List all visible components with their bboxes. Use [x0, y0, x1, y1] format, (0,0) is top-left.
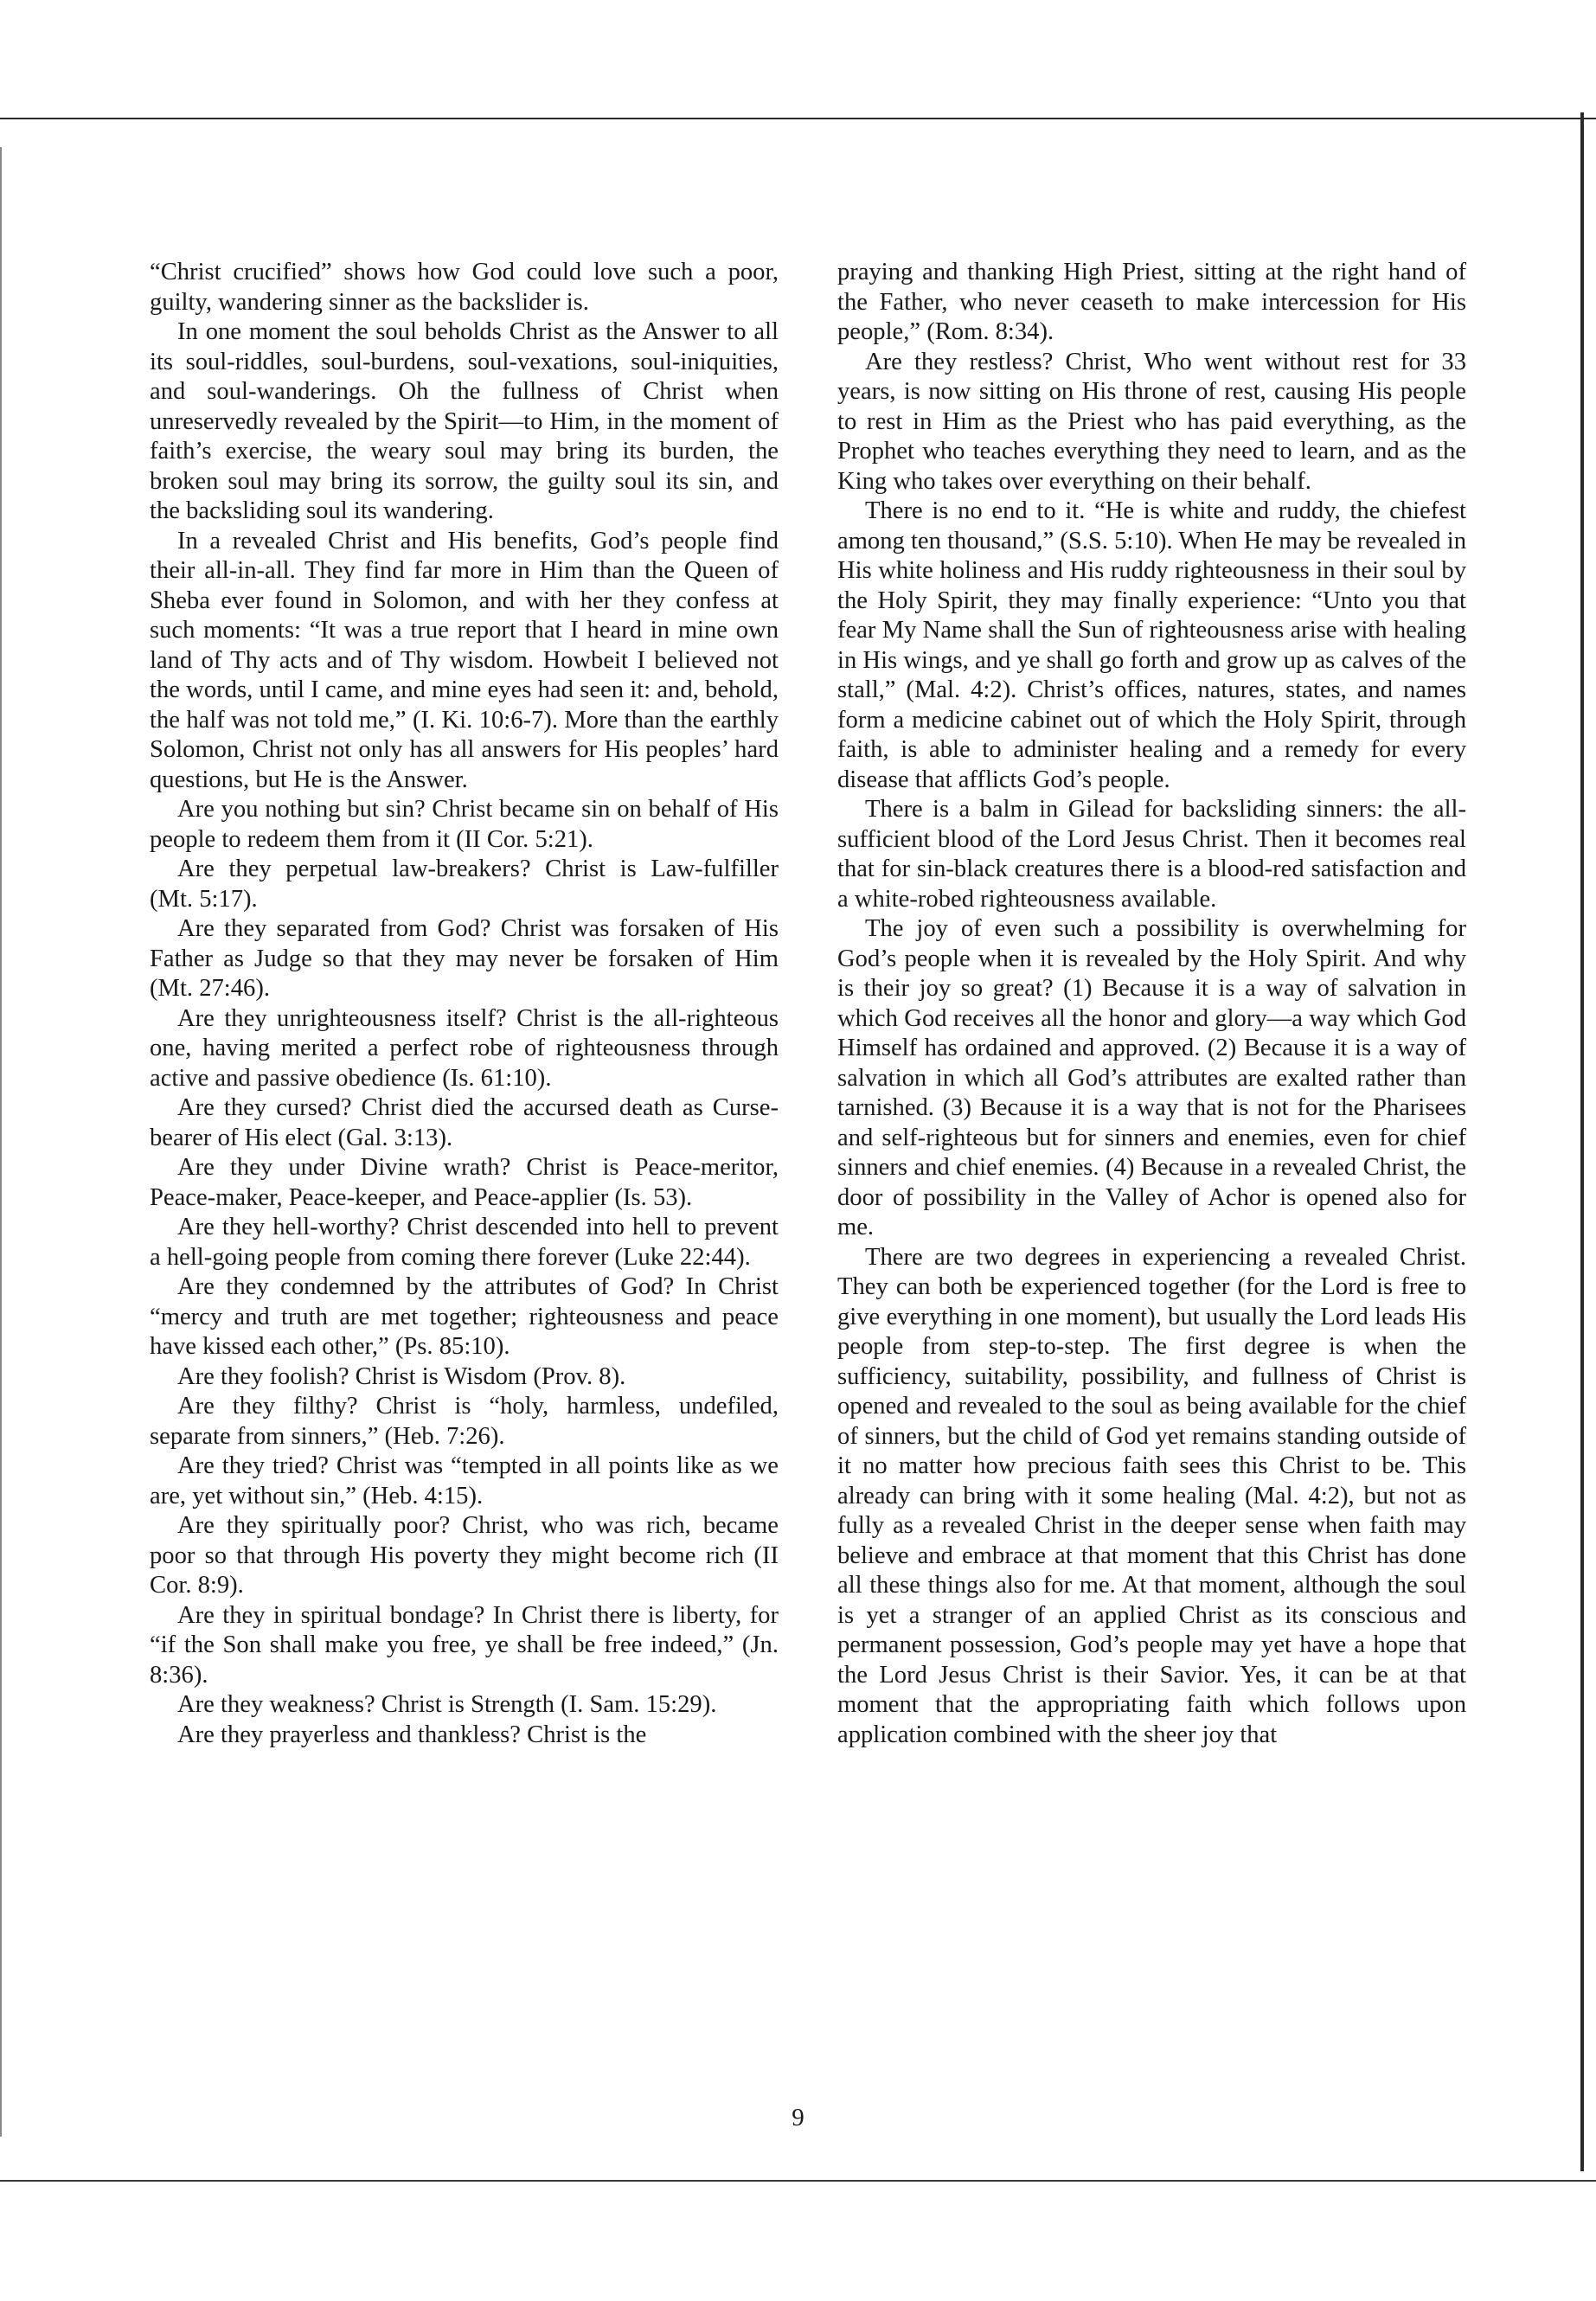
paragraph: praying and thanking High Priest, sitting at the right hand of the Father, who never ceaseth to make intercession for His people,” (Rom. 8:34). [837, 259, 1466, 345]
paragraph: In one moment the soul beholds Christ as the Answer to all its soul-riddles, soul-burdens, soul-vexations, soul-iniquities, and soul-wanderings. Oh the fullness of Christ when unreservedly revealed by the Spirit—to Him, in the moment of faith’s exercise, the weary soul may bring its burden, the broken soul may bring its sorrow, the guilty soul its sin, and the backsliding soul its wandering. [150, 318, 779, 524]
paragraph: In a revealed Christ and His benefits, God’s people find their all-in-all. They find far more in Him than the Queen of Sheba ever found in Solomon, and with her they confess at such moments: “It was a true report that I heard in mine own land of Thy acts and of Thy wisdom. Howbeit I believed not the words, until I came, and mine eyes had seen it: and, behold, the half was not told me,” (I. Ki. 10:6-7). More than the earthly Solomon, Christ not only has all answers for His peoples’ hard questions, but He is the Answer. [150, 527, 779, 793]
paragraph: There is a balm in Gilead for backsliding sinners: the all-sufficient blood of the Lord Jesus Christ. Then it becomes real that for sin-black creatures there is a blood-red satisfaction and a white-robed righteousness available. [837, 796, 1466, 913]
paragraph: Are they weakness? Christ is Strength (I. Sam. 15:29). [177, 1691, 717, 1718]
paragraph: There is no end to it. “He is white and ruddy, the chiefest among ten thousand,” (S.S. 5:10). When He may be revealed in His white holiness and His ruddy righteousness in their soul by the Holy Spirit, they may finally experience: “Unto you that fear My Name shall the Sun of righteousness arise with healing in His wings, and ye shall go forth and grow up as calves of the stall,” (Mal. 4:2). Christ’s offices, natures, states, and names form a medicine cabinet out of which the Holy Spirit, through faith, is able to administer healing and a remedy for every disease that afflicts God’s people. [837, 497, 1466, 793]
paragraph: Are they in spiritual bondage? In Christ there is liberty, for “if the Son shall make you free, ye shall be free indeed,” (Jn. 8:36). [150, 1601, 779, 1689]
paragraph: Are they filthy? Christ is “holy, harmless, undefiled, separate from sinners,” (Heb. 7:26). [150, 1393, 779, 1450]
paragraph: Are they hell-worthy? Christ descended into hell to prevent a hell-going people from coming there forever (Luke 22:44). [150, 1214, 779, 1271]
paragraph: Are they restless? Christ, Who went without rest for 33 years, is now sitting on His throne of rest, causing His people to rest in Him as the Priest who has paid everything, as the Prophet who teaches everything they need to learn, and as the King who takes over everything on their behalf. [837, 348, 1466, 495]
paragraph: Are they condemned by the attributes of God? In Christ “mercy and truth are met together; righteousness and peace have kissed each other,” (Ps. 85:10). [150, 1273, 779, 1360]
right-edge-rule [1580, 112, 1584, 2171]
paragraph: “Christ crucified” shows how God could love such a poor, guilty, wandering sinner as the backslider is. [150, 259, 779, 316]
paragraph: Are they cursed? Christ died the accursed death as Curse-bearer of His elect (Gal. 3:13). [150, 1094, 779, 1151]
right-text-column [837, 258, 1466, 1750]
left-text-column [150, 258, 779, 1750]
paragraph: Are they foolish? Christ is Wisdom (Prov. 8). [177, 1362, 626, 1390]
paragraph: Are they perpetual law-breakers? Christ is Law-fulfiller (Mt. 5:17). [150, 856, 779, 913]
paragraph: The joy of even such a possibility is overwhelming for God’s people when it is revealed by the Holy Spirit. And why is their joy so great? (1) Because it is a way of salvation in which God receives all the honor and glory—a way which God Himself has ordained and approved. (2) Because it is a way of salvation in which all God’s attributes are exalted rather than tarnished. (3) Because it is a way that is not for the Pharisees and self-righteous but for sinners and enemies, even for chief sinners and chief enemies. (4) Because in a revealed Christ, the door of possibility in the Valley of Achor is opened also for me. [837, 915, 1466, 1240]
paragraph: Are they spiritually poor? Christ, who was rich, became poor so that through His poverty they might become rich (II Cor. 8:9). [150, 1512, 779, 1599]
top-rule [0, 118, 1596, 119]
paragraph: Are you nothing but sin? Christ became sin on behalf of His people to redeem them from it (II Cor. 5:21). [150, 796, 779, 853]
paragraph: Are they separated from God? Christ was forsaken of His Father as Judge so that they may never be forsaken of Him (Mt. 27:46). [150, 915, 779, 1002]
paragraph: Are they unrighteousness itself? Christ is the all-righteous one, having merited a perfect robe of righteousness through active and passive obedience (Is. 61:10). [150, 1004, 779, 1092]
paragraph: There are two degrees in experiencing a revealed Christ. They can both be experienced together (for the Lord is free to give everything in one moment), but usually the Lord leads His people from step-to-step. The first degree is when the sufficiency, suitability, possibility, and fullness of Christ is opened and revealed to the soul as being available for the chief of sinners, but the child of God yet remains standing outside of it no matter how precious faith sees this Christ to be. This already can bring with it some healing (Mal. 4:2), but not as fully as a revealed Christ in the deeper sense when faith may believe and embrace at that moment that this Christ has done all these things also for me. At that moment, although the soul is yet a stranger of an applied Christ as its conscious and permanent possession, God’s people may yet have a hope that the Lord Jesus Christ is their Savior. Yes, it can be at that moment that the appropriating faith which follows upon application combined with the sheer joy that [837, 1243, 1466, 1748]
paragraph: Are they under Divine wrath? Christ is Peace-meritor, Peace-maker, Peace-keeper, and Peace-applier (Is. 53). [150, 1154, 779, 1211]
paragraph: Are they tried? Christ was “tempted in all points like as we are, yet without sin,” (Heb. 4:15). [150, 1452, 779, 1509]
bottom-rule [0, 2180, 1596, 2182]
left-edge-rule [0, 147, 2, 2137]
paragraph: Are they prayerless and thankless? Christ is the [177, 1721, 647, 1748]
page-number: 9 [792, 2104, 804, 2131]
